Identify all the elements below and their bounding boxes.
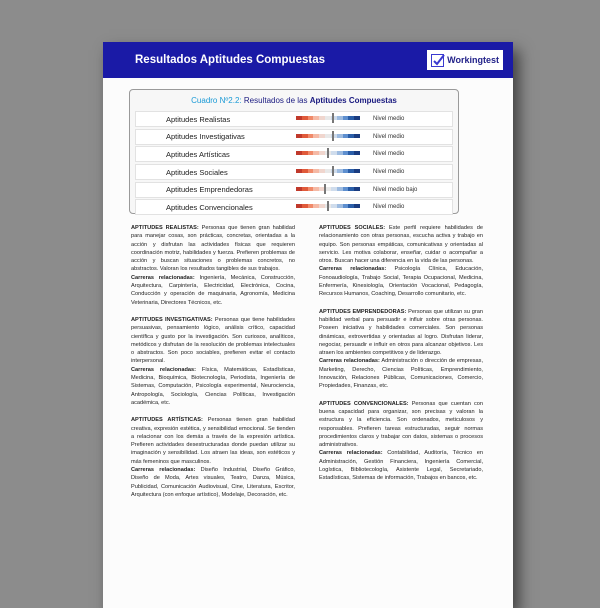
summary-row: [135, 182, 453, 198]
aptitude-label: Aptitudes Artísticas: [166, 149, 230, 159]
aptitude-label: Aptitudes Convencionales: [166, 202, 253, 212]
level-text: Nivel medio: [373, 169, 405, 176]
check-logo-icon: [431, 54, 444, 67]
summary-caption: Cuadro Nº2.2: Resultados de las Aptitudes Compuestas: [191, 96, 397, 105]
level-scale: [296, 134, 360, 138]
brand-name: Workingtest: [447, 55, 499, 65]
level-marker: [332, 166, 334, 176]
aptitude-label: Aptitudes Sociales: [166, 167, 228, 177]
aptitude-label: Aptitudes Emprendedoras: [166, 185, 253, 195]
left-column: [131, 224, 295, 508]
section-emprendedoras: APTITUDES EMPRENDEDORAS: Personas que utilizan su gran habilidad verbal para persuadir e influir sobre otras personas. Poseen iniciativa y habilidades comerciales. Son personas dinámicas, extrovertidas y orientadas al logro. Disfrutan liderar, negociar, persuadir e influir en otros para alcanzar objetivos. Les atraen los ambientes competitivos y de liderazgo. Carreras relacionadas: Administración o dirección de empresas, Marketing, Derecho, Ciencias Políticas, Emprendimiento, Innovación, Relaciones Públicas, Comunicaciones, Comercio, Propiedades, Finanzas, etc.: [319, 308, 484, 390]
level-text: Nivel medio: [373, 133, 405, 140]
right-column: [319, 224, 483, 508]
summary-row: [135, 164, 453, 180]
section-sociales: APTITUDES SOCIALES: Este perfil requiere habilidades de relacionamiento con otras personas, escucha activa y trabajo en equipo. Son personas empáticas, comunicativas y orientadas al servicio. Les motiva colaborar, enseñar, cuidar o acompañar a otros. Buscan hacer una diferencia en la vida de las personas. Carreras relacionadas: Psicología Clínica, Educación, Fonoaudiología, Trabajo Social, Terapia Ocupacional, Medicina, Enfermería, Kinesiología, Orientación Vocacional, Pedagogía, Recursos Humanos, Coaching, Desarrollo comunitario, etc.: [319, 225, 484, 298]
section-convencionales: APTITUDES CONVENCIONALES: Personas que cuentan con buena capacidad para organizar, son precisas y valoran la estructura y la eficiencia. Son ordenados, meticulosos y responsables. Prefieren tareas estructuradas, seguir normas procedimientos claros y trabajar con datos, sistemas o procesos administrativos. Carreras relacionadas: Contabilidad, Auditoría, Técnico en Administración, Gestión Financiera, Ingeniería Comercial, Logística, Bibliotecología, Asistente Legal, Secretariado, Estadísticas, Sistemas de información, Trabajos en bancos, etc.: [319, 400, 484, 482]
summary-table: [129, 89, 459, 214]
level-text: Nivel medio: [373, 151, 405, 158]
level-text: Nivel medio bajo: [373, 186, 418, 193]
aptitude-label: Aptitudes Investigativas: [166, 132, 245, 142]
level-marker: [327, 148, 329, 158]
brand-logo: [427, 50, 503, 70]
level-scale: [296, 187, 360, 191]
section-artisticas: APTITUDES ARTÍSTICAS: Personas tienen gran habilidad creativa, expresión estética, y sensibilidad emocional. Se tienden a relacionar con los demás a través de la expresión artística. Prefieren actividades desestructuradas donde puedan utilizar su imaginación y sensibilidad. Los atraen las ideas, son estéticos y más femeninos que masculinos. Carreras relacionadas: Diseño Industrial, Diseño Gráfico, Diseño de Moda, Artes visuales, Teatro, Danza, Música, Publicidad, Comunicación Audiovisual, Cine, Literatura, Escritor, Arquitectura (con enfoque artístico), Modelaje, Decoración, etc.: [131, 417, 295, 498]
descriptions: [131, 224, 483, 508]
level-marker: [332, 131, 334, 141]
level-text: Nivel medio: [373, 204, 405, 211]
summary-row: [135, 146, 453, 162]
section-realistas: APTITUDES REALISTAS: Personas que tienen gran habilidad para manejar cosas, son prácticas, concretas, orientadas a la acción y disfrutan las actividades físicas que requieren coordinación motriz, habilidades y fuerza. Prefieren problemas de acción y buscan situaciones o problemas concretos, no abstractos. Valoran los resultados tangibles de sus trabajos. Carreras relacionadas: Ingeniería, Mecánica, Construcción, Arquitectura, Carpintería, Electricidad, Electrónica, Cocina, Conducción y operación de maquinaria, Agronomía, Medicina Veterinaria, Directores Técnicos, etc.: [131, 225, 295, 306]
level-text: Nivel medio: [373, 116, 405, 122]
summary-rows: [135, 111, 453, 217]
page-title: Resultados Aptitudes Compuestas: [135, 54, 325, 66]
level-marker: [327, 201, 329, 211]
section-investigativas: APTITUDES INVESTIGATIVAS: Personas que tiene habilidades persuasivas, pensamiento lógico, análisis crítico, capacidad científica y gusto por la investigación. Son curiosos, analíticos, metódicos y disfrutan de la resolución de problemas intelectuales o abstractos. Son poco sociables, prefieren evitar el contacto interpersonal. Carreras relacionadas: Física, Matemáticas, Estadísticas, Medicina, Bioquímica, Biotecnología, Periodista, Ingeniería de Sistemas, Computación, Psicología experimental, Neurociencia, Antropología, Sociología, Ciencias Políticas, Investigación académica, etc.: [131, 316, 295, 406]
report-page: [103, 42, 513, 608]
level-marker: [324, 184, 326, 194]
level-scale: [296, 116, 360, 120]
aptitude-label: Aptitudes Realistas: [166, 114, 231, 124]
summary-row: [135, 199, 453, 215]
summary-row: [135, 129, 453, 145]
header-bar: [103, 42, 513, 78]
summary-row: [135, 111, 453, 127]
level-scale: [296, 169, 360, 173]
level-marker: [332, 113, 334, 123]
